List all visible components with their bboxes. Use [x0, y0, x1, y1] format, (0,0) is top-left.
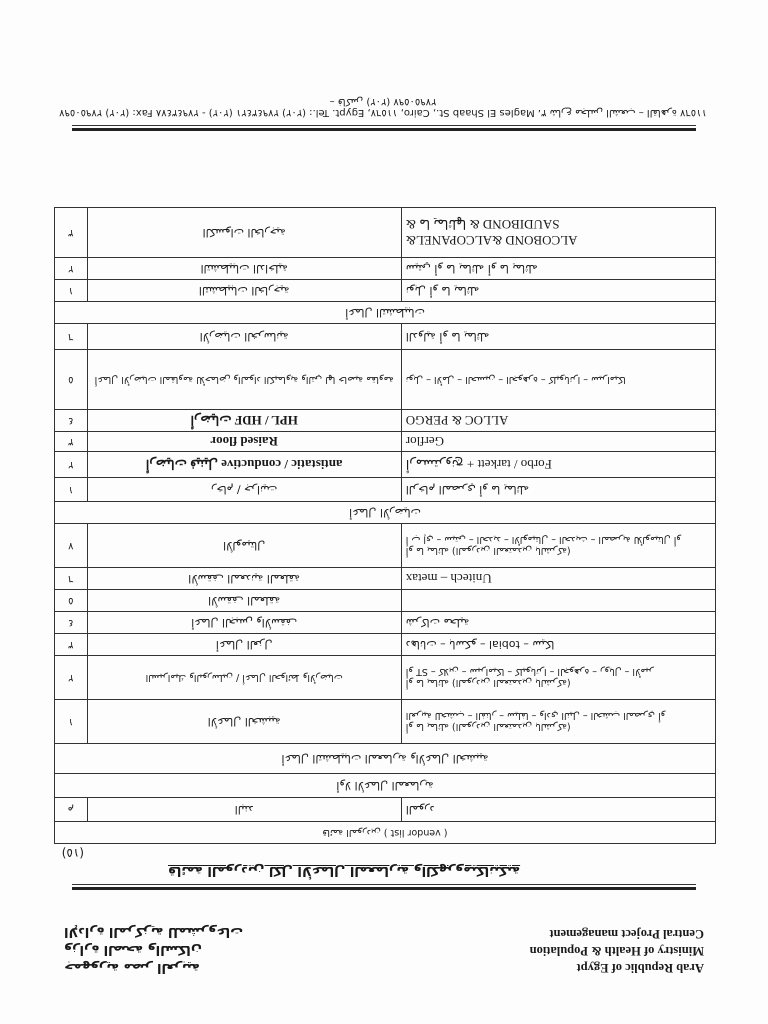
table-row — [55, 452, 716, 478]
vendor-cell: ALCOBOND &ALCOPANEL& SAUDIBOND & ما يماثلها & — [401, 208, 715, 258]
ministry-name-ar: وزارة الصحة والسكان — [64, 942, 202, 957]
item-cell: أعمال العزل — [87, 634, 401, 656]
item-cell: أعمال الأرضيات المقاومة للأحماض والمواد الكيماوية والتي لها خاصية مقاومة — [87, 350, 401, 410]
item-cell: رخام / جرانيت — [87, 478, 401, 502]
item-cell: الأعمال الخشبية — [87, 700, 401, 744]
row-number: ١ — [55, 700, 88, 744]
row-number: ٤ — [55, 612, 88, 634]
row-number: ١ — [55, 280, 88, 302]
table-row — [55, 656, 716, 700]
table-row — [55, 634, 716, 656]
ministry-name: Ministry of Health & Population — [529, 944, 704, 958]
letterhead-arabic — [64, 922, 243, 976]
letterhead — [64, 906, 704, 976]
table-row — [55, 280, 716, 302]
row-number: ٤ — [55, 410, 88, 432]
header-divider — [72, 887, 696, 890]
item-cell: الأسقف المعدنية المعلقة — [87, 568, 401, 590]
vendor-list-banner: ( vendor list ) قائمة الموردين — [55, 822, 716, 844]
row-number: ٥ — [55, 590, 88, 612]
row-number: ٣ — [55, 432, 88, 452]
vendor-cell: الرخام المصري أو ما يماثله — [401, 478, 715, 502]
group-heading-finishing: أعمال التشطيبات المعمارية والأعمال الخشبية — [55, 744, 716, 774]
item-cell: التشطيبات الداخلية — [87, 258, 401, 280]
letterhead-english — [530, 925, 704, 976]
vendor-cell: ALLOC & PERGO — [401, 410, 715, 432]
table-row — [55, 478, 716, 502]
table-row — [55, 410, 716, 432]
row-number: ٣ — [55, 208, 88, 258]
vendor-cell: (الموردين المعتمدين بالشركة) أو ما يماثله كلاين – سيراميكا – كليوباترا – الجوهرة – رويال – الأمير – ST أو — [401, 656, 715, 700]
row-number: ٥ — [55, 350, 88, 410]
row-number: ٢ — [55, 656, 88, 700]
country-name: Arab Republic of Egypt — [576, 961, 704, 975]
footer-divider-thin — [72, 125, 696, 126]
vendor-cell: سيكا – tobial – دهانات – باسكو — [401, 634, 715, 656]
header-divider-thin — [72, 884, 696, 885]
address-line: ٣ شارع مجلس الشعب – القاهرة ١١٥٦٧، Magles El Shaab St., Cairo, ١١٥٦٧, Egypt. Tel.: (٢٠٢) ٢٧٩٤٣٤٧٨ - (٢٠٢) ٢٧٩٤٣٤٢١ Fax: (٢٠٢) ٢٧٩٥٠٥٩٧ – فاكس (٢٠٢) ٢٧٩٥٠٥٩٧ — [59, 96, 707, 118]
item-cell: التشطيبات الخارجية — [87, 280, 401, 302]
vendor-cell — [401, 590, 715, 612]
group-heading-floors: أعمال الأرضيات — [55, 502, 716, 524]
column-header-number: م — [55, 798, 88, 822]
row-number: ١ — [55, 478, 88, 502]
group-heading-finishes: أعمال التشطيبات — [55, 302, 716, 324]
table-row — [55, 350, 716, 410]
item-cell: الألوميتال — [87, 524, 401, 568]
table-row — [55, 612, 716, 634]
table-row — [55, 590, 716, 612]
table-row — [55, 324, 716, 350]
item-cell: الأسقف المعلقة — [87, 590, 401, 612]
row-number: ٣ — [55, 634, 88, 656]
page-number: (١٥) — [61, 846, 84, 860]
item-cell: الكسوات الخارجية — [87, 208, 401, 258]
vendor-table — [54, 207, 716, 844]
item-cell: الأرضيات الخرسانية — [87, 324, 401, 350]
footer-divider — [72, 128, 696, 131]
table-row — [55, 432, 716, 452]
vendor-cell: شركات محلية — [401, 612, 715, 634]
column-header-vendor: المورد — [401, 798, 715, 822]
row-number: ٧ — [55, 524, 88, 568]
item-cell: Raised floor — [87, 432, 401, 452]
row-number: ٦ — [55, 324, 88, 350]
vendor-cell: Unitech – metax — [401, 568, 715, 590]
table-row — [55, 208, 716, 258]
vendor-cell: سيتي أو ما يماثله أو ما يماثله — [401, 258, 715, 280]
table-row — [55, 700, 716, 744]
table-row — [55, 524, 716, 568]
row-number: ٦ — [55, 568, 88, 590]
vendor-cell: نوبل – الأمل – الحسين – الجوهرة – كليوباترا – سيراميكا — [401, 350, 715, 410]
row-number: ٢ — [55, 258, 88, 280]
item-cell: السيراميك والبورسلين / أعمال الحوائط والأرضيات — [87, 656, 401, 700]
vendor-cell: (الموردين المعتمدين بالشركة) أو ما يماثله العربية للخشب – الفنار – سيلفا – وادي النيل – الخشب المصري أو — [401, 700, 715, 744]
vendor-cell: الدولية أو ما يماثله — [401, 324, 715, 350]
vendor-cell: (الموردين المعتمدين بالشركة) أو ما يماثله أ ب إي – سيتي – الحديد – الألوميتال – الحديث – المصرية للألوميتال أو — [401, 524, 715, 568]
vendor-cell: Forbo / tarkett + أرمسترونج — [401, 452, 715, 478]
department-name-ar: الإدارة المركزية للمشروعات — [64, 924, 244, 939]
document-title: قائمة الموردين لكل الأعمال المعمارية والكهروميكانيكية — [168, 863, 521, 878]
row-number: ٢ — [55, 452, 88, 478]
vendor-cell: نوبل أو ما يماثله — [401, 280, 715, 302]
column-header-item: البند — [87, 798, 401, 822]
vendor-cell: Gerflor — [401, 432, 715, 452]
item-cell: HPL / HDF أرضيات — [87, 410, 401, 432]
group-heading-architectural: أولا الأعمال المعمارية — [55, 774, 716, 798]
country-name-ar: جمهورية مصر العربية — [64, 960, 200, 975]
department-name: Central Project management — [549, 927, 704, 941]
table-row — [55, 568, 716, 590]
table-row — [55, 258, 716, 280]
item-cell: antistatic / conductive أرضيات فينيل — [87, 452, 401, 478]
item-cell: أعمال الجبس والأسقف — [87, 612, 401, 634]
